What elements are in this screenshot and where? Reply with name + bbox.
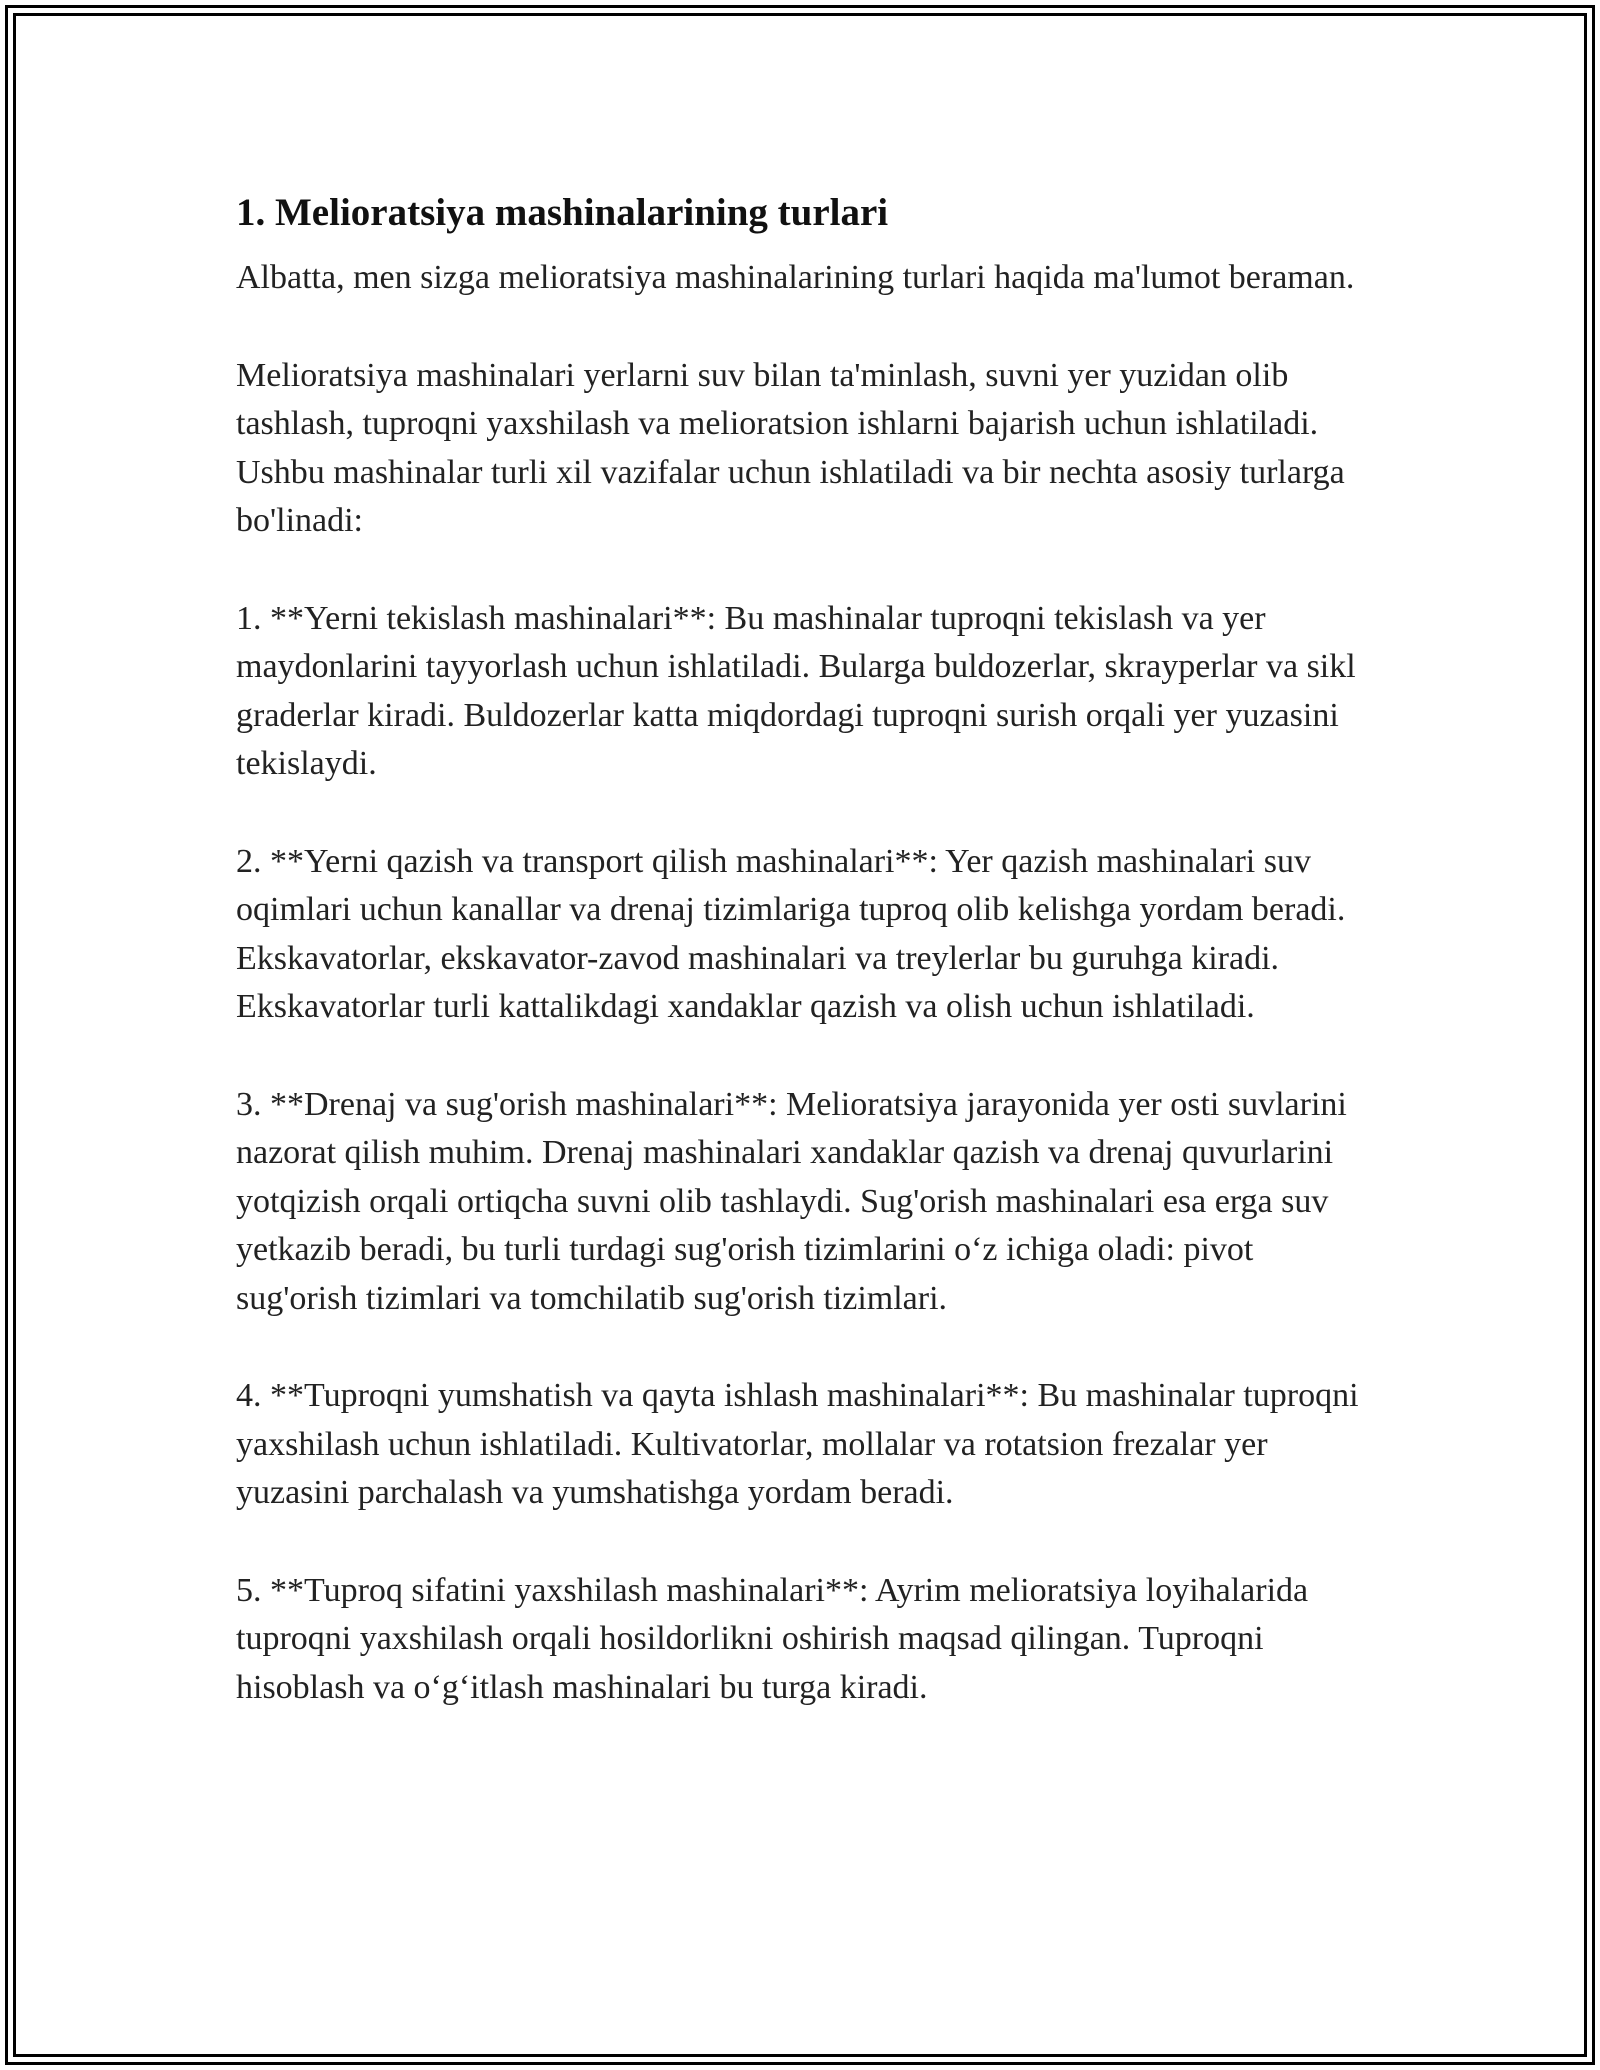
section-heading: 1. Melioratsiya mashinalarining turlari [236,191,889,234]
list-item-1: 1. **Yerni tekislash mashinalari**: Bu mashinalar tuproqni tekislash va yer maydonlarini tayyorlash uchun ishlatiladi. Bularga buldozerlar, skrayperlar va sikl graderlar kiradi. Buldozerlar katta miqdordagi tuproqni surish orqali yer yuzasini tekislaydi. [236,599,1356,782]
list-item-3: 3. **Drenaj va sug'orish mashinalari**: Melioratsiya jarayonida yer osti suvlarini nazorat qilish muhim. Drenaj mashinalari xandaklar qazish va drenaj quvurlarini yotqizish orqali ortiqcha suvni olib tashlaydi. Sug'orish mashinalari esa erga suv yetkazib beradi, bu turli turdagi sug'orish tizimlarini o‘z ichiga oladi: pivot sug'orish tizimlari va tomchilatib sug'orish tizimlari. [236,1085,1347,1317]
list-item-5: 5. **Tuproq sifatini yaxshilash mashinalari**: Ayrim melioratsiya loyihalarida tuproqni yaxshilash orqali hosildorlikni oshirish maqsad qilingan. Tuproqni hisoblash va o‘g‘itlash mashinalari bu turga kiradi. [236,1571,1309,1706]
overview-paragraph: Melioratsiya mashinalari yerlarni suv bilan ta'minlash, suvni yer yuzidan olib tashlash, tuproqni yaxshilash va melioratsion ishlarni bajarish uchun ishlatiladi. Ushbu mashinalar turli xil vazifalar uchun ishlatiladi va bir nechta asosiy turlarga bo'linadi: [236,356,1345,539]
document-body [236,184,1366,1712]
intro-paragraph: Albatta, men sizga melioratsiya mashinalarining turlari haqida ma'lumot beraman. [236,259,1355,296]
list-item-2: 2. **Yerni qazish va transport qilish mashinalari**: Yer qazish mashinalari suv oqimlari uchun kanallar va drenaj tizimlariga tuproq olib kelishga yordam beradi. Ekskavatorlar, ekskavator-zavod mashinalari va treylerlar bu guruhga kiradi. Ekskavatorlar turli kattalikdagi xandaklar qazish va olish uchun ishlatiladi. [236,842,1346,1025]
list-item-4: 4. **Tuproqni yumshatish va qayta ishlash mashinalari**: Bu mashinalar tuproqni yaxshilash uchun ishlatiladi. Kultivatorlar, mollalar va rotatsion frezalar yer yuzasini parchalash va yumshatishga yordam beradi. [236,1377,1359,1511]
